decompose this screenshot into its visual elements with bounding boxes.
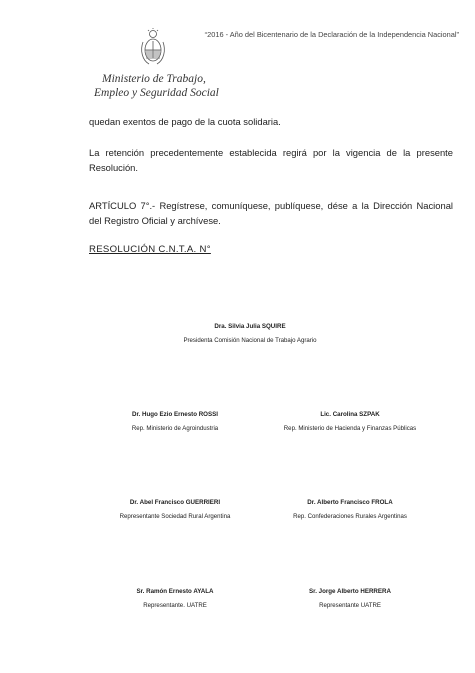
ministry-title <box>94 72 254 100</box>
resolution-number: RESOLUCIÓN C.N.T.A. N° <box>89 244 211 255</box>
signature-president <box>150 322 350 346</box>
signature-ayala <box>85 587 265 611</box>
signature-szpak <box>255 410 445 434</box>
signature-role: Rep. Ministerio de Agroindustria <box>131 425 219 432</box>
signature-name: Dra. Silvia Julia SQUIRE <box>214 323 286 330</box>
signature-guerrieri <box>85 498 265 522</box>
paragraph-retention: La retención precedentemente establecida regirá por la vigencia de la presente Resolución. <box>89 147 453 173</box>
signature-frola <box>255 498 445 522</box>
ministry-line2: Empleo y Seguridad Social <box>94 87 219 99</box>
signature-role: Representante Sociedad Rural Argentina <box>119 513 231 520</box>
signature-role: Rep. Ministerio de Hacienda y Finanzas Públicas <box>283 425 417 432</box>
paragraph-exemption: quedan exentos de pago de la cuota solidaria. <box>89 116 281 127</box>
header-year-note: “2016 - Año del Bicentenario de la Declaración de la Independencia Nacional” <box>204 30 459 39</box>
signature-role: Representante. UATRE <box>143 602 207 609</box>
signature-role: Rep. Confederaciones Rurales Argentinas <box>293 513 407 520</box>
signature-name: Lic. Carolina SZPAK <box>320 411 380 418</box>
signature-name: Sr. Ramón Ernesto AYALA <box>136 588 214 595</box>
signature-name: Sr. Jorge Alberto HERRERA <box>309 588 391 595</box>
signature-herrera <box>255 587 445 611</box>
signature-role: Presidenta Comisión Nacional de Trabajo Agrario <box>183 337 317 344</box>
signature-role: Representante UATRE <box>319 602 381 609</box>
signature-name: Dr. Hugo Ezio Ernesto ROSSI <box>132 411 218 418</box>
argentina-coat-of-arms-icon <box>140 28 166 68</box>
signature-rossi <box>85 410 265 434</box>
ministry-line1: Ministerio de Trabajo, <box>102 73 206 85</box>
paragraph-article7: ARTÍCULO 7°.- Regístrese, comuníquese, publíquese, dése a la Dirección Nacional del Registro Oficial y archívese. <box>89 200 453 226</box>
signature-name: Dr. Alberto Francisco FROLA <box>307 499 393 506</box>
signature-name: Dr. Abel Francisco GUERRIERI <box>129 499 221 506</box>
